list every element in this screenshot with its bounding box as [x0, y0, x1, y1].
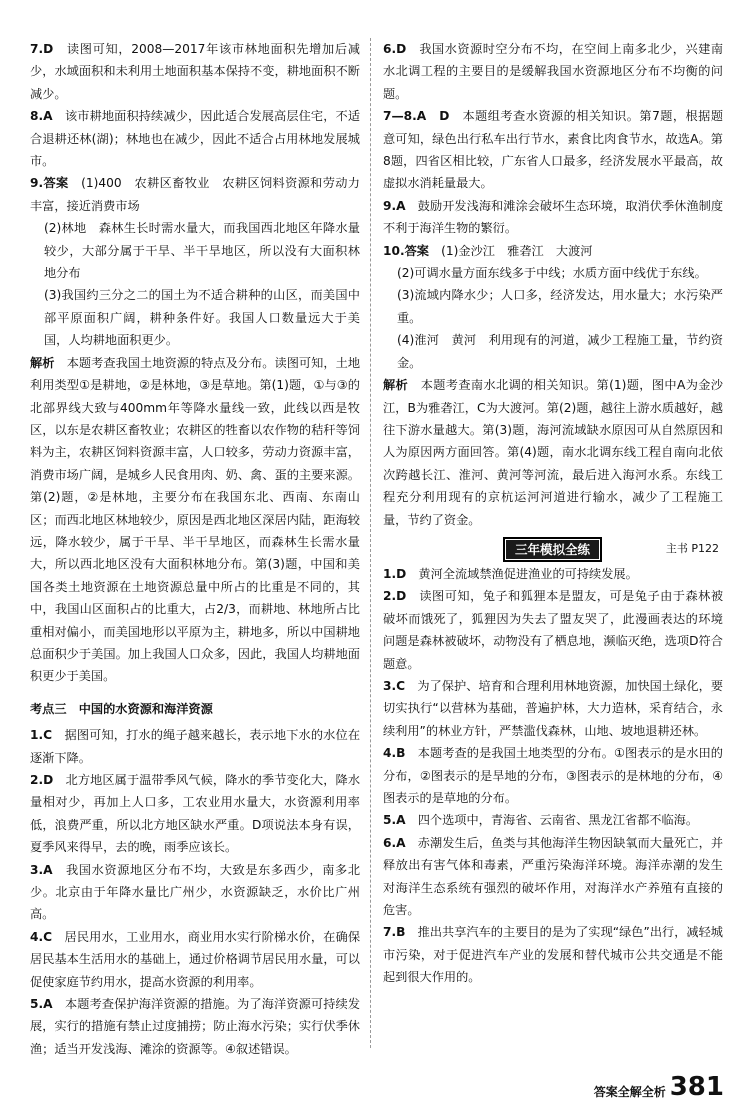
answer-item [30, 993, 360, 1060]
answer-item [383, 921, 723, 988]
answer-number: 1.D [383, 566, 407, 581]
answer-text: 读图可知，2008—2017年该市林地面积先增加后减少，水域面积和未利用土地面积基本保持不变，耕地面积不断减少。 [30, 42, 360, 101]
answer-text: 鼓励开发浅海和滩涂会破坏生态环境，取消伏季休渔制度不利于海洋生物的繁衍。 [383, 198, 724, 236]
answer-item [383, 374, 723, 531]
answer-item [383, 832, 723, 922]
answer-number: 2.D [30, 773, 54, 787]
column-divider [370, 38, 371, 1048]
answer-item [30, 172, 360, 217]
answer-item [383, 262, 723, 284]
answer-text: 本题考查保护海洋资源的措施。为了海洋资源可持续发展，实行的措施有禁止过度捕捞；防止海水污染；实行伏季休渔；适当开发浅海、滩涂的资源等。④叙述错误。 [30, 997, 361, 1056]
answer-item [383, 195, 723, 240]
answer-number: 10.答案 [383, 243, 429, 258]
answer-item [30, 38, 360, 105]
answer-text: 读图可知，兔子和狐狸本是盟友，可是兔子由于森林被破坏而饿死了，狐狸因为失去了盟友哭了，此漫画表达的环境问题是森林被破坏，动物没有了栖息地，濒临灭绝，选项D符合题意。 [383, 589, 724, 671]
answer-list-right-bottom [383, 563, 723, 989]
answer-item [30, 284, 360, 351]
answer-item [30, 217, 360, 284]
answer-text: 为了保护、培育和合理利用林地资源，加快国土绿化，要切实执行“以营林为基础，普遍护林，大力造林，采育结合，永续利用”的林业方针，严禁滥伐森林，山地、坡地退耕还林。 [383, 678, 724, 738]
answer-number: 4.C [30, 929, 53, 944]
answer-number: 9.A [383, 198, 406, 213]
answer-item [383, 675, 723, 742]
answer-text: 北方地区属于温带季风气候，降水的季节变化大，降水量相对少，再加上人口多，工农业用水量大，水资源利用率低，浪费严重，所以北方地区缺水严重。D项说法本身有误，夏季风来得早，去的晚，雨季应该长。 [30, 773, 361, 855]
answer-list-left-bottom [30, 724, 360, 1060]
answer-text: (2)可调水量方面东线多于中线；水质方面中线优于东线。 [397, 266, 707, 281]
answer-number: 6.A [383, 835, 406, 850]
answer-item [383, 585, 723, 675]
answer-text: 居民用水，工业用水，商业用水实行阶梯水价，在确保居民基本生活用水的基础上，通过价格调节居民用水量，可以促使家庭节约用水，提高水资源的利用率。 [30, 929, 361, 989]
answer-item [383, 563, 723, 585]
answer-number: 1.C [30, 728, 53, 743]
answer-text: 四个选项中，青海省、云南省、黑龙江省都不临海。 [417, 813, 699, 828]
answer-text: 赤潮发生后，鱼类与其他海洋生物因缺氧而大量死亡，并释放出有害气体和毒素，严重污染海洋环境。海洋赤潮的发生对海洋生态系统有强烈的破坏作用，对海洋水产养殖有直接的危害。 [383, 835, 724, 918]
answer-text: (4)淮河 黄河 利用现有的河道，减少工程施工量，节约资金。 [397, 333, 723, 370]
answer-number: 6.D [383, 42, 407, 56]
answer-item [383, 809, 723, 831]
answer-text: (3)我国约三分之二的国土为不适合耕种的山区，而美国中部平原面积广阔，耕种条件好。我国人口数量远大于美国，人均耕地面积更少。 [44, 288, 360, 348]
answer-text: (1)金沙江 雅砻江 大渡河 [441, 243, 593, 258]
answer-number: 7.D [30, 42, 54, 56]
answer-number: 5.A [383, 813, 406, 828]
answer-item [30, 352, 360, 688]
answer-number: 8.A [30, 109, 53, 124]
answer-item [30, 926, 360, 993]
answer-text: 本题组考查水资源的相关知识。第7题，根据题意可知，绿色出行私车出行节水，素食比肉食节水，故选A。第8题，四省区相比较，广东省人口最多，经济发展水平最高，故虚拟水消耗量最大。 [383, 109, 724, 191]
answer-number: 5.A [30, 997, 53, 1012]
answer-number: 7—8.A D [383, 109, 450, 124]
footer-brand: 答案全解全析 [593, 1085, 666, 1099]
answer-text: 我国水资源地区分布不均，大致是东多西少，南多北少。北京由于年降水量比广州少，水资源缺乏，水价比广州高。 [30, 862, 361, 922]
three-year-practice-banner: 三年模拟全练 [503, 537, 602, 562]
answer-number: 4.B [383, 746, 406, 761]
answer-item [383, 329, 723, 374]
left-column [30, 38, 360, 1060]
answer-number: 3.A [30, 862, 53, 877]
answer-text: 据图可知，打水的绳子越来越长，表示地下水的水位在逐渐下降。 [30, 728, 361, 765]
page-reference: 主书 P122 [665, 541, 719, 555]
answer-item [30, 724, 360, 769]
answer-number: 2.D [383, 589, 407, 604]
answer-item [30, 859, 360, 926]
answer-text: 本题考查的是我国土地类型的分布。①图表示的是水田的分布，②图表示的是旱地的分布，③图表示的是林地的分布，④图表示的是草地的分布。 [383, 746, 723, 805]
answer-list-left-top [30, 38, 360, 688]
answer-text: 本题考查南水北调的相关知识。第(1)题，图中A为金沙江，B为雅砻江，C为大渡河。第(2)题，越往上游水质越好，越往下游水量越大。第(3)题，海河流域缺水原因可从自然原因和人为原因两方面回答。第(4)题，南水北调东线工程自南向北依次跨越长江、淮河、黄河等河流，最后进入海河水系。东线工程充分利用现有的京杭运河河道进行输水，减少了工程施工量，节约了资金。 [383, 378, 723, 527]
answer-item [383, 284, 723, 329]
answer-text: 推出共享汽车的主要目的是为了实现“绿色”出行，减轻城市污染，对于促进汽车产业的发展和替代城市公共交通是不能起到很大作用的。 [383, 925, 723, 985]
answer-text: (2)林地 森林生长时需水量大，而我国西北地区年降水量较少，大部分属于干旱、半干旱地区，所以没有大面积林地分布 [44, 221, 360, 281]
answer-item [30, 105, 360, 172]
section-heading: 考点三 中国的水资源和海洋资源 [30, 701, 213, 716]
answer-number: 解析 [383, 378, 409, 393]
banner-row [383, 535, 723, 561]
answer-item [383, 742, 723, 809]
answer-text: (3)流域内降水少；人口多，经济发达，用水量大；水污染严重。 [397, 288, 723, 325]
answer-text: 黄河全流域禁渔促进渔业的可持续发展。 [418, 566, 638, 581]
answer-item [383, 38, 723, 105]
answer-list-right-top [383, 38, 723, 531]
right-column [383, 38, 723, 989]
page-number: 381 [669, 1072, 724, 1102]
answer-number: 3.C [383, 678, 406, 693]
answer-number: 9.答案 [30, 176, 69, 191]
answer-text: (1)400 农耕区畜牧业 农耕区饲料资源和劳动力丰富，接近消费市场 [30, 176, 360, 213]
answer-number: 解析 [30, 355, 55, 370]
answer-text: 本题考查我国土地资源的特点及分布。读图可知，土地利用类型①是耕地，②是林地，③是草地。第(1)题，①与③的北部界线大致与400mm年等降水量线一致，此线以西是牧区，以东是农耕区畜牧业；农耕区的牲畜以农作物的秸秆等饲料为主，农耕区饲料资源丰富，人口较多，劳动力资源丰富，消费市场广阔，是城乡人民食用肉、奶、禽、蛋的主要来源。第(2)题，②是林地，主要分布在我国东北、西南、东南山区；而西北地区林地较少，原因是西北地区深居内陆，距海较远，降水较少，属于干旱、半干旱地区，而森林生长需水量大，所以西北地区没有大面积林地分布。第(3)题，中国和美国各类土地资源在土地资源总量中所占的比重是不同的，其中，我国山区面积占的比重大，占2/3，而耕地、林地所占比重相对偏小，而美国地形以平原为主，耕地多，所以中国耕地总面积少于美国。加上我国人口众多，因此，我国人均耕地面积更少于美国。 [30, 355, 361, 684]
answer-item [383, 240, 723, 262]
answer-text: 我国水资源时空分布不均，在空间上南多北少，兴建南水北调工程的主要目的是缓解我国水资源地区分布不均衡的问题。 [383, 42, 724, 101]
page-footer [594, 1066, 724, 1100]
answer-item [30, 769, 360, 859]
answer-number: 7.B [383, 925, 406, 940]
answer-text: 该市耕地面积持续减少，因此适合发展高层住宅，不适合退耕还林(湖)；林地也在减少，因此不适合占用林地发展城市。 [30, 109, 361, 169]
answer-item [383, 105, 723, 195]
